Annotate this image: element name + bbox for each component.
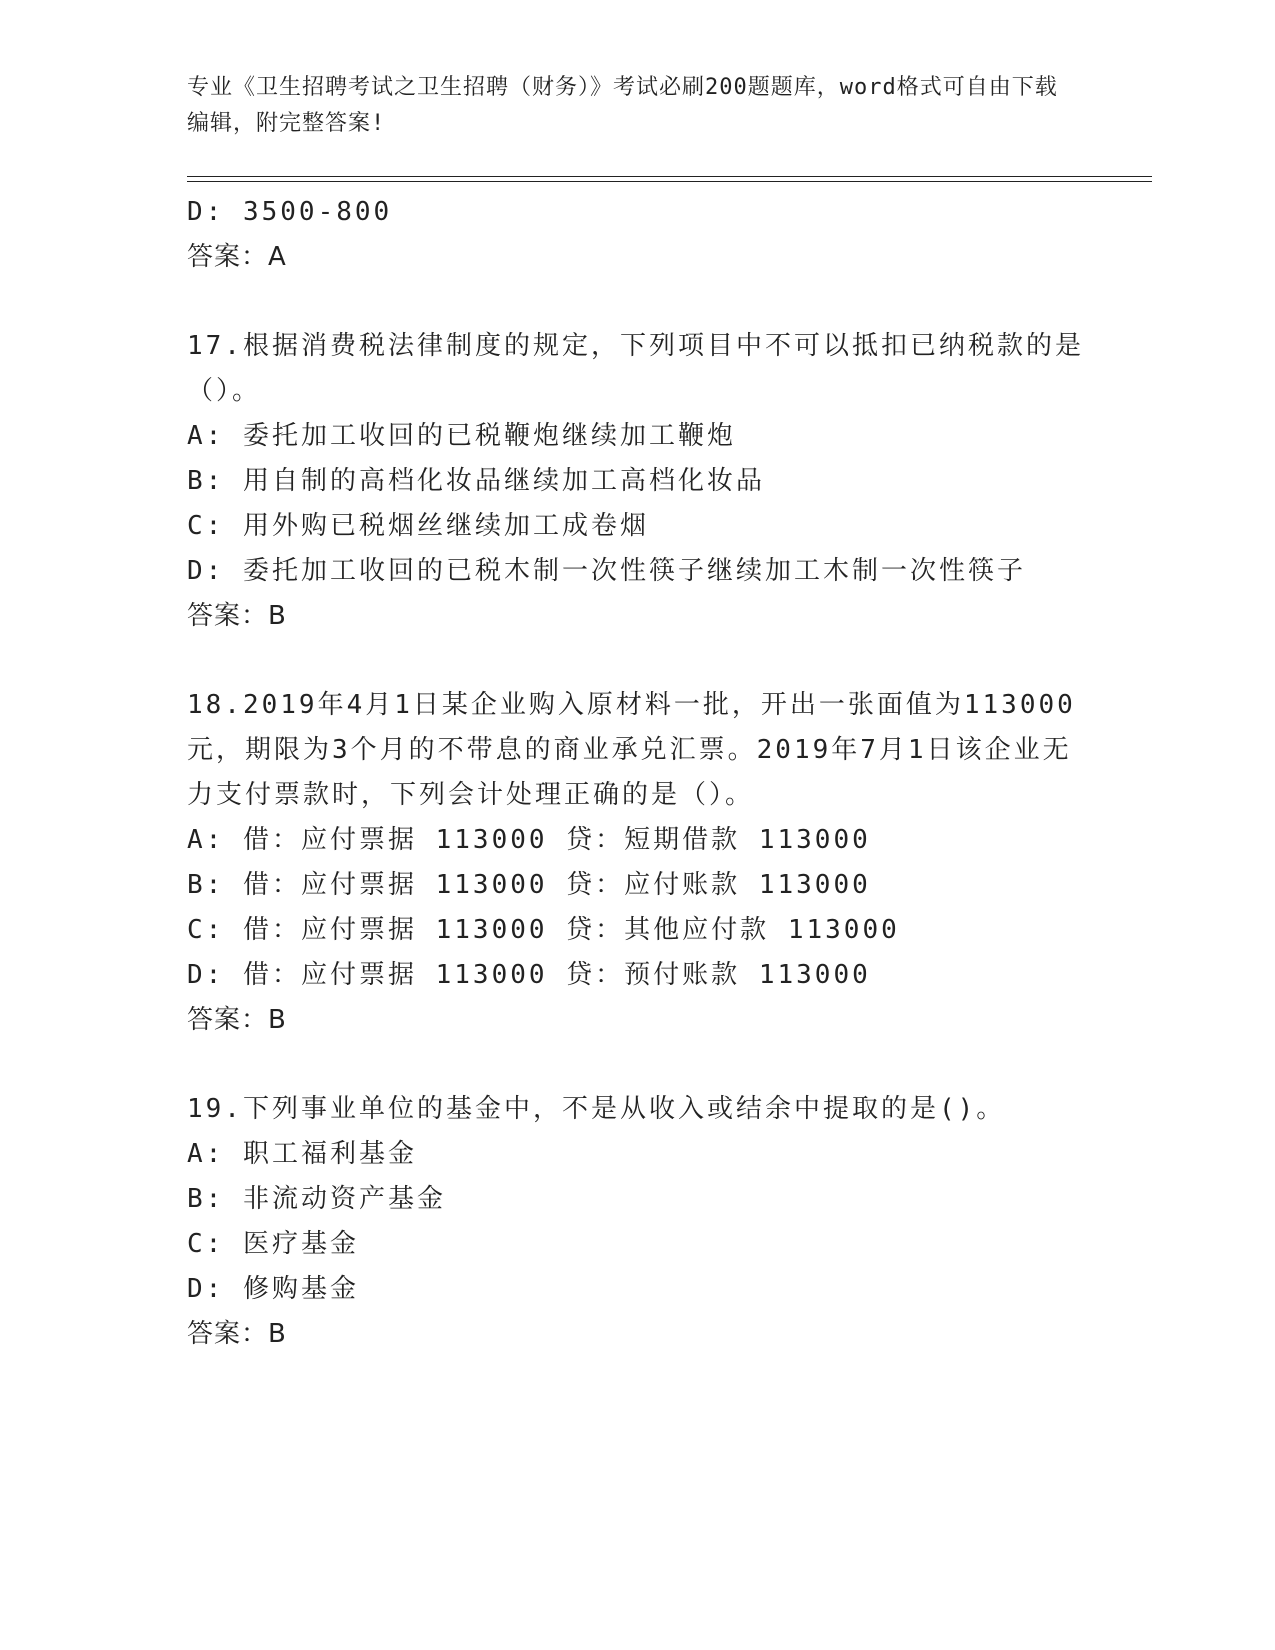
question-19 bbox=[187, 1087, 1087, 1357]
question-18 bbox=[187, 683, 1087, 1043]
option-d: D: 修购基金 bbox=[187, 1274, 359, 1304]
option-a: A: 借：应付票据 113000 贷：短期借款 113000 bbox=[187, 825, 871, 855]
answer-line: 答案：A bbox=[187, 242, 287, 272]
questions-content bbox=[187, 190, 1087, 1357]
option-b: B: 借：应付票据 113000 贷：应付账款 113000 bbox=[187, 870, 871, 900]
option-c: C: 医疗基金 bbox=[187, 1229, 359, 1259]
option-d: D: 委托加工收回的已税木制一次性筷子继续加工木制一次性筷子 bbox=[187, 556, 1026, 586]
question-stem: 18.2019年4月1日某企业购入原材料一批，开出一张面值为113000元，期限为3个月的不带息的商业承兑汇票。2019年7月1日该企业无力支付票款时，下列会计处理正确的是（）。 bbox=[187, 690, 1076, 810]
document-header: 专业《卫生招聘考试之卫生招聘（财务）》考试必刷200题题库，word格式可自由下载编辑，附完整答案! bbox=[187, 75, 1058, 136]
option-a: A: 职工福利基金 bbox=[187, 1139, 417, 1169]
option-d: D: 借：应付票据 113000 贷：预付账款 113000 bbox=[187, 960, 871, 990]
answer-line: 答案：B bbox=[187, 1319, 287, 1349]
option-d: D: 3500-800 bbox=[187, 197, 393, 227]
question-stem: 19.下列事业单位的基金中，不是从收入或结余中提取的是()。 bbox=[187, 1094, 1006, 1124]
option-a: A: 委托加工收回的已税鞭炮继续加工鞭炮 bbox=[187, 421, 736, 451]
question-stem: 17.根据消费税法律制度的规定，下列项目中不可以抵扣已纳税款的是（）。 bbox=[187, 331, 1084, 406]
answer-line: 答案：B bbox=[187, 1005, 287, 1035]
previous-question-tail bbox=[187, 190, 1087, 280]
option-b: B: 非流动资产基金 bbox=[187, 1184, 446, 1214]
option-c: C: 用外购已税烟丝继续加工成卷烟 bbox=[187, 511, 649, 541]
option-c: C: 借：应付票据 113000 贷：其他应付款 113000 bbox=[187, 915, 900, 945]
header-divider-top bbox=[187, 176, 1152, 177]
answer-line: 答案：B bbox=[187, 601, 287, 631]
question-17 bbox=[187, 324, 1087, 639]
option-b: B: 用自制的高档化妆品继续加工高档化妆品 bbox=[187, 466, 765, 496]
header-divider-bottom bbox=[187, 181, 1152, 182]
